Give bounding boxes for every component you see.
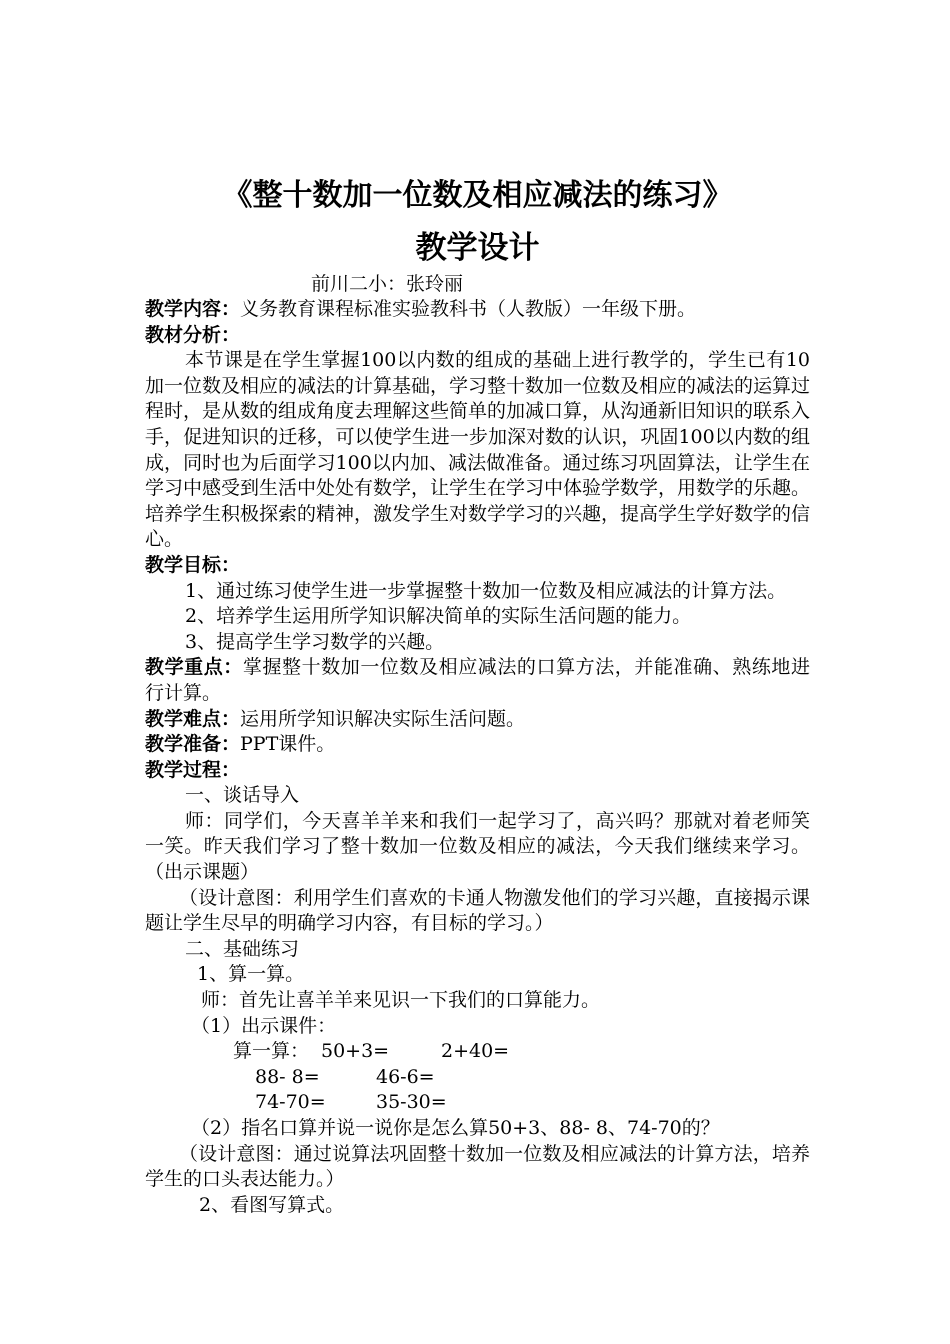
- calc-expression: 88- 8=: [255, 1065, 320, 1088]
- author-line: 前川二小：张玲丽: [311, 273, 464, 295]
- calc-row-1: [145, 1039, 810, 1065]
- calc-label: 算一算：: [233, 1040, 310, 1063]
- teacher-speech-2: 师：首先让喜羊羊来见识一下我们的口算能力。: [201, 989, 601, 1012]
- goal-item-3: 3、提高学生学习数学的兴趣。: [185, 630, 445, 653]
- content-label: 教学内容：: [145, 298, 241, 320]
- document-title: 《整十数加一位数及相应减法的练习》: [222, 178, 733, 213]
- calc-row-2: [145, 1065, 810, 1091]
- document-subtitle: 教学设计: [415, 230, 540, 266]
- content-paragraph: [145, 297, 810, 323]
- goal-item-1: 1、通过练习使学生进一步掌握整十数加一位数及相应减法的计算方法。: [185, 579, 787, 602]
- difficulty-text: 运用所学知识解决实际生活问题。: [240, 707, 526, 730]
- calc-row-3: [145, 1090, 810, 1116]
- design-intent-1: （设计意图：利用学生们喜欢的卡通人物激发他们的学习兴趣，直接揭示课题让学生尽早的明确学习内容，有目标的学习。）: [145, 886, 810, 935]
- document-page: [145, 170, 810, 1218]
- key-text: 掌握整十数加一位数及相应减法的口算方法，并能准确、熟练地进行计算。: [145, 656, 810, 704]
- process-label: 教学过程：: [145, 758, 241, 781]
- step-2: （2）指名口算并说一说你是怎么算50+3、88- 8、74-70的？: [191, 1117, 720, 1139]
- difficulty-label: 教学难点：: [145, 707, 241, 730]
- teacher-speech-1: 师：同学们，今天喜羊羊来和我们一起学习了，高兴吗？那就对着老师笑一笑。昨天我们学习了整十数加一位数及相应的减法，今天我们继续来学习。（出示课题）: [145, 809, 810, 884]
- goals-label: 教学目标：: [145, 553, 241, 576]
- calc-expression: 2+40=: [441, 1040, 510, 1063]
- content-text: 义务教育课程标准实验教科书（人教版）一年级下册。: [240, 298, 697, 320]
- analysis-text: 本节课是在学生掌握100以内数的组成的基础上进行教学的，学生已有10加一位数及相应的减法的计算基础，学习整十数加一位数及相应的减法的运算过程时，是从数的组成角度去理解这些简单的加减口算，从沟通新旧知识的联系入手，促进知识的迁移，可以使学生进一步加深对数的认识，巩固100以内数的组成，同时也为后面学习100以内加、减法做准备。通过练习巩固算法，让学生在学习中感受到生活中处处有数学，让学生在学习中体验学数学，用数学的乐趣。培养学生积极探索的精神，激发学生对数学学习的兴趣，提高学生学好数学的信心。: [145, 349, 811, 551]
- calc-expression: 46-6=: [376, 1065, 435, 1088]
- calc-expression: 74-70=: [255, 1091, 326, 1114]
- calc-expression: 50+3=: [321, 1040, 390, 1063]
- prep-paragraph: [145, 732, 810, 758]
- process-heading: [145, 758, 810, 784]
- calc-expression: 35-30=: [376, 1091, 447, 1114]
- exercise-2-heading: 2、看图写算式。: [199, 1193, 345, 1216]
- prep-text: PPT课件。: [240, 733, 336, 756]
- step-1: （1）出示课件：: [191, 1014, 337, 1037]
- goals-heading: [145, 553, 810, 579]
- exercise-1-heading: 1、算一算。: [197, 963, 305, 986]
- prep-label: 教学准备：: [145, 733, 241, 756]
- design-intent-2: （设计意图：通过说算法巩固整十数加一位数及相应减法的计算方法，培养学生的口头表达能力。）: [145, 1142, 810, 1191]
- difficulty-paragraph: [145, 707, 810, 733]
- goal-item-2: 2、培养学生运用所学知识解决简单的实际生活问题的能力。: [185, 605, 692, 628]
- analysis-label: 教材分析：: [145, 323, 241, 346]
- analysis-heading: [145, 323, 810, 349]
- key-paragraph: [145, 655, 810, 706]
- section-1-heading: 一、谈话导入: [185, 784, 300, 807]
- key-label: 教学重点：: [145, 656, 243, 679]
- section-2-heading: 二、基础练习: [185, 937, 300, 960]
